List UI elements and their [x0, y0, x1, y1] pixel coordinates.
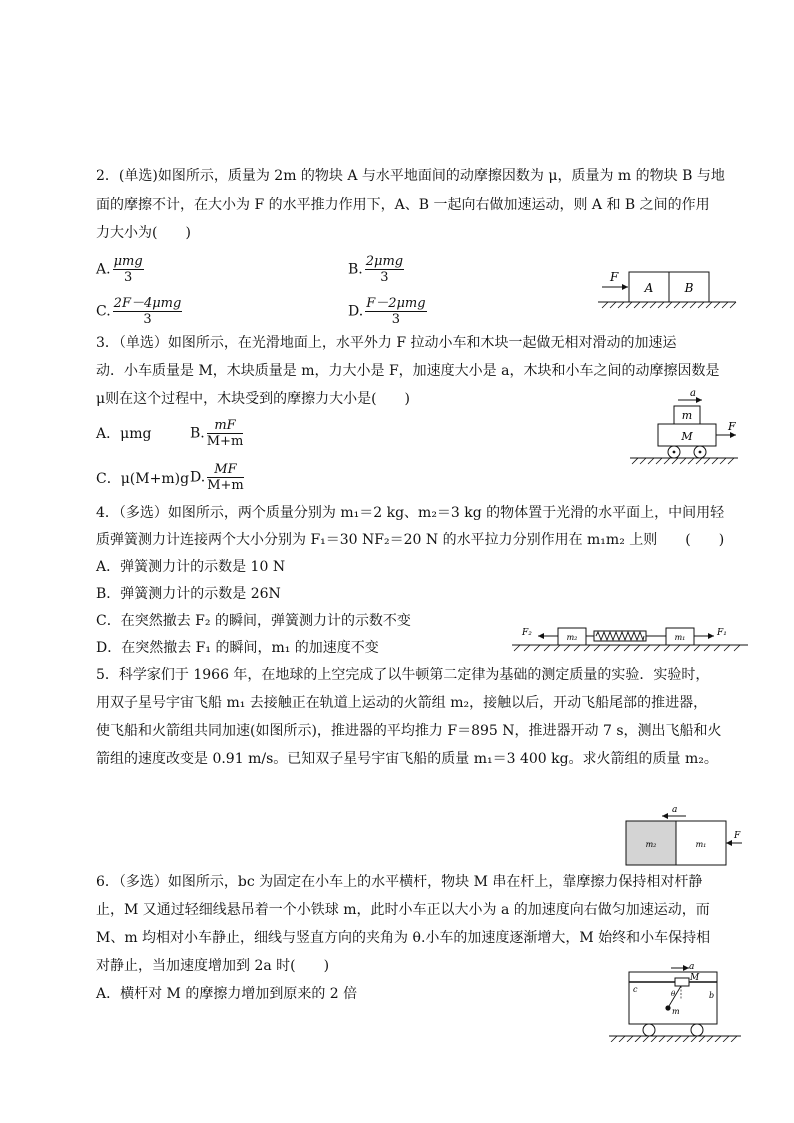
q4-line2: 质弹簧测力计连接两个大小分别为 F₁＝30 NF₂＝20 N 的水平拉力分别作用在 m₁m₂ 上则 ( ): [96, 532, 725, 548]
q3-option-d: [190, 462, 246, 493]
option-label: D.: [348, 303, 364, 320]
fraction: [113, 254, 144, 285]
fraction-denominator: M+m: [206, 434, 244, 449]
q5-figure: [622, 803, 746, 867]
q6-line2: 止，M 又通过轻细线悬吊着一个小铁球 m，此时小车正以大小为 a 的加速度向右做匀加速运动，而: [96, 902, 710, 918]
block-M: [675, 978, 689, 986]
q4-option-a: A．弹簧测力计的示数是 10 N: [96, 559, 286, 575]
q4-line1: 4．（多选）如图所示，两个质量分别为 m₁＝2 kg、m₂＝3 kg 的物体置于光滑的水平面上，中间用轻: [96, 505, 725, 521]
ground-hatch: [514, 645, 740, 651]
f2-arrowhead: [538, 633, 544, 639]
wheel-left: [643, 1024, 655, 1036]
accel-label: a: [689, 962, 695, 972]
q2-line2: 面的摩擦不计，在大小为 F 的水平推力作用下，A、B 一起向右做加速运动，则 A 和 B 之间的作用: [96, 197, 710, 213]
fraction-denominator: 3: [391, 312, 401, 327]
fraction-numerator: μmg: [113, 254, 143, 269]
fraction-denominator: 3: [123, 270, 133, 285]
iron-ball: [665, 1005, 670, 1010]
force-arrowhead: [622, 284, 628, 290]
q3-option-b: [190, 418, 245, 449]
q4-figure: [510, 622, 750, 652]
force-label: F: [734, 831, 741, 841]
fraction: [365, 296, 426, 327]
option-label: C.: [96, 303, 111, 320]
ground-hatch: [602, 302, 736, 308]
q4-option-b: B．弹簧测力计的示数是 26N: [96, 586, 281, 602]
block-m2-label: m₂: [566, 633, 578, 642]
force-label: F: [610, 270, 619, 284]
ground-hatch: [611, 1036, 737, 1042]
accel-arrowhead: [662, 813, 668, 819]
q6-line4: 对静止，当加速度增加到 2a 时( ): [96, 958, 330, 974]
accel-label: a: [690, 388, 696, 399]
cart-frame: [629, 972, 717, 1024]
q3-line2: 动．小车质量是 M，木块质量是 m，力大小是 F，加速度大小是 a，木块和小车之间的动摩擦因数是: [96, 363, 720, 379]
fraction-denominator: 3: [380, 270, 389, 285]
q3-line1: 3．（单选）如图所示，在光滑地面上，水平外力 F 拉动小车和木块一起做无相对滑动的加速运: [96, 335, 677, 351]
cart-label: M: [681, 430, 693, 443]
f1-arrowhead: [708, 633, 714, 639]
option-label: A.: [96, 261, 111, 278]
option-label: D.: [190, 469, 206, 486]
option-label: B.: [348, 261, 363, 278]
q4-option-d: D．在突然撤去 F₁ 的瞬间，m₁ 的加速度不变: [96, 640, 379, 656]
force-label: F: [728, 420, 736, 433]
q6-figure: [607, 960, 743, 1042]
q6-option-a: A．横杆对 M 的摩擦力增加到原来的 2 倍: [96, 986, 358, 1002]
block-b-label: B: [684, 281, 694, 295]
theta-label: θ: [671, 990, 676, 998]
q6-line1: 6．（多选）如图所示，bc 为固定在小车上的水平横杆，物块 M 串在杆上，靠摩擦力保持相对杆静: [96, 874, 703, 890]
fraction: [207, 418, 244, 449]
rod-end-b-label: b: [709, 991, 715, 1000]
spacecraft-m1-label: m₁: [695, 840, 707, 849]
small-block-label: m: [681, 409, 693, 422]
wheel-right: [691, 1024, 703, 1036]
wheel-right-hub: [699, 451, 702, 454]
force-arrowhead: [726, 840, 732, 846]
iron-ball-label: m: [672, 1007, 680, 1016]
accel-label: a: [672, 805, 678, 815]
f1-label: F₁: [717, 628, 727, 638]
option-label: B.: [190, 425, 205, 442]
rod-end-c-label: c: [633, 985, 638, 994]
q2-line3: 力大小为( ): [96, 225, 191, 241]
q5-line3: 使飞船和火箭组共同加速(如图所示)，推进器的平均推力 F＝895 N，推进器开动 7 s，测出飞船和火: [96, 723, 722, 739]
block-m1-label: m₁: [674, 633, 686, 642]
fraction: [207, 462, 244, 493]
fraction-numerator: F－2μmg: [366, 296, 426, 311]
rocket-m2-label: m₂: [645, 840, 657, 849]
fraction-numerator: MF: [207, 462, 244, 478]
fraction: [365, 254, 404, 285]
block-a-label: A: [644, 281, 654, 295]
block-M-label: M: [690, 973, 700, 983]
fraction-denominator: 3: [143, 312, 152, 327]
q3-option-c: C．μ(M+m)g: [96, 471, 190, 487]
q3-figure: [628, 386, 740, 466]
q2-option-b: [348, 254, 406, 285]
fraction-denominator: M+m: [207, 478, 244, 493]
accel-arrowhead: [696, 397, 702, 403]
q4-option-c: C．在突然撤去 F₂ 的瞬间，弹簧测力计的示数不变: [96, 613, 411, 629]
q5-line2: 用双子星号宇宙飞船 m₁ 去接触正在轨道上运动的火箭组 m₂，接触以后，开动飞船尾部的推进器，: [96, 695, 708, 711]
fraction: [113, 296, 183, 327]
q3-line3: μ则在这个过程中，木块受到的摩擦力大小是( ): [96, 391, 411, 407]
q5-line4: 箭组的速度改变是 0.91 m/s。已知双子星号宇宙飞船的质量 m₁＝3 400 kg。求火箭组的质量 m₂。: [96, 751, 718, 767]
fraction-numerator: 2μmg: [365, 254, 404, 269]
q6-line3: M、m 均相对小车静止，细线与竖直方向的夹角为 θ.小车的加速度逐渐增大，M 始终和小车保持相: [96, 930, 711, 946]
fraction-numerator: 2F－4μmg: [113, 296, 182, 311]
q2-option-d: [348, 296, 429, 327]
q2-option-c: [96, 296, 184, 327]
q2-line1: 2．(单选)如图所示，质量为 2m 的物块 A 与水平地面间的动摩擦因数为 μ，质量为 m 的物块 B 与地: [96, 168, 725, 184]
wheel-left-hub: [673, 451, 676, 454]
q3-option-a: A．μmg: [96, 426, 152, 442]
ground-hatch: [632, 458, 734, 464]
q5-line1: 5．科学家们于 1966 年，在地球的上空完成了以牛顿第二定律为基础的测定质量的实验．实验时，: [96, 667, 710, 683]
q2-figure: [598, 266, 738, 312]
f2-label: F₂: [522, 628, 532, 638]
q2-option-a: [96, 254, 146, 285]
fraction-numerator: mF: [207, 418, 244, 434]
